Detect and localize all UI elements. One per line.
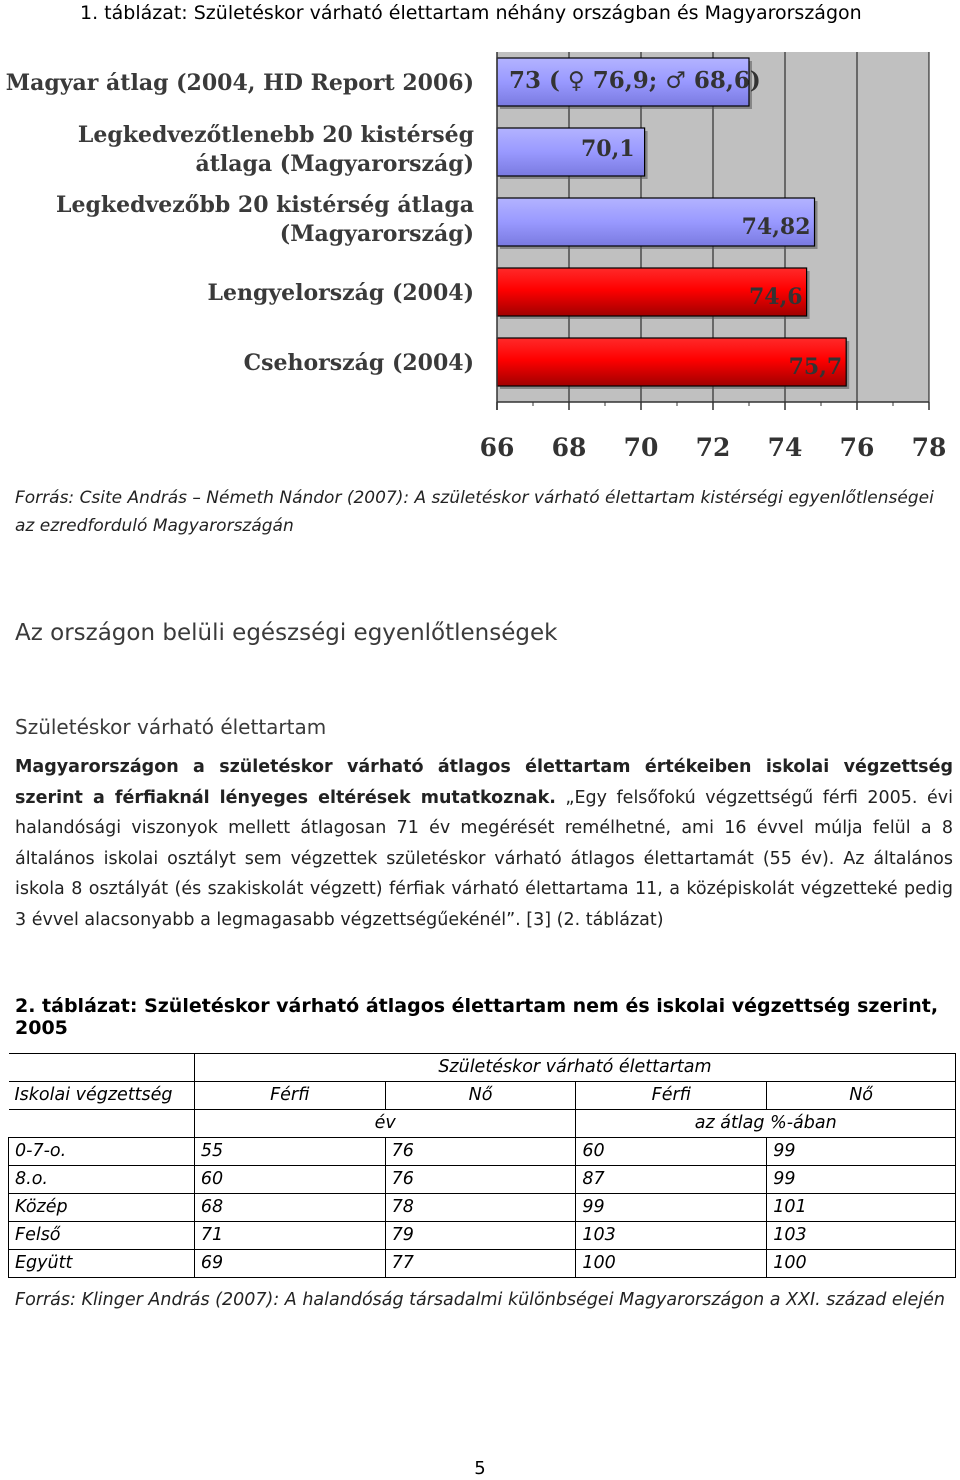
table-cell: 103 — [767, 1222, 956, 1250]
paragraph-bold-lead: Magyarországon a születéskor várható átlagos élettartam értékeiben iskolai végzettség szerint a férfiaknál lényeges eltérések mutatkoznak. — [15, 757, 953, 808]
table-cell: 100 — [767, 1250, 956, 1278]
table-group-header: Születéskor várható élettartam — [194, 1054, 955, 1082]
bar-data-label: 73 ( ♀ 76,9; ♂ 68,6) — [509, 67, 761, 94]
x-tick-label: 66 — [479, 433, 515, 462]
table-cell: 103 — [576, 1222, 767, 1250]
table-cell: 77 — [385, 1250, 576, 1278]
chart-source: Forrás: Csite András – Németh Nándor (2007): A születéskor várható élettartam kistérségi egyenlőtlenségei az ezredforduló Magyarországán — [15, 488, 934, 536]
paragraph-quote: „Egy felsőfokú végzettségű férfi 2005. évi halandósági viszonyok mellett átlagosan 71 év megérését remélhetné, ami 16 évvel múlja felül a 8 általános iskolai osztályt sem végzettek születéskor várható átlagos élettartamát (55 év). Az általános iskola 8 osztályát (és szakiskolát végzett) férfiak várható élettartama 11, a középiskolát végzetteké pedig 3 évvel alacsonyabb a legmagasabb végzettségűekénél”. [3] (2. táblázat) — [15, 787, 953, 930]
table-cell: 99 — [767, 1138, 956, 1166]
table-header-row-3 — [9, 1110, 956, 1138]
table-row-header: Iskolai végzettség — [9, 1082, 195, 1110]
x-tick-label: 72 — [695, 433, 731, 462]
table-cell: 100 — [576, 1250, 767, 1278]
table-cell: 68 — [194, 1194, 385, 1222]
page-number: 5 — [474, 1458, 486, 1479]
table-caption: 2. táblázat: Születéskor várható átlagos élettartam nem és iskolai végzettség szerint, 2005 — [15, 995, 939, 1039]
category-label: Legkedvezőtlenebb 20 kistérség — [77, 122, 474, 148]
table-cell: 55 — [194, 1138, 385, 1166]
table-unit-year: év — [194, 1110, 576, 1138]
x-tick-label: 74 — [767, 433, 803, 462]
table-subheader: Férfi — [194, 1082, 385, 1110]
table-row — [9, 1222, 956, 1250]
table-cell: 76 — [385, 1138, 576, 1166]
table-row — [9, 1194, 956, 1222]
subsection-heading: Születéskor várható élettartam — [15, 715, 327, 739]
table-cell: 76 — [385, 1166, 576, 1194]
chart-caption: 1. táblázat: Születéskor várható élettartam néhány országban és Magyarországon — [80, 2, 862, 24]
table-cell-label: Felső — [9, 1222, 195, 1250]
x-tick-label: 78 — [911, 433, 947, 462]
table-cell: 69 — [194, 1250, 385, 1278]
table-cell-label: Együtt — [9, 1250, 195, 1278]
bar-data-label: 74,82 — [741, 214, 811, 240]
table-cell-label: Közép — [9, 1194, 195, 1222]
category-label: átlaga (Magyarország) — [195, 151, 474, 177]
table-subheader: Férfi — [576, 1082, 767, 1110]
table-corner-cell — [9, 1054, 195, 1082]
table-subheader: Nő — [767, 1082, 956, 1110]
category-label: (Magyarország) — [279, 221, 474, 247]
table-cell: 71 — [194, 1222, 385, 1250]
table-unit-percent: az átlag %-ában — [576, 1110, 956, 1138]
table-cell: 60 — [576, 1138, 767, 1166]
bar-data-label: 70,1 — [581, 136, 635, 162]
table-row — [9, 1250, 956, 1278]
table-cell-label: 0-7-o. — [9, 1138, 195, 1166]
category-label: Csehország (2004) — [243, 350, 474, 376]
table-source: Forrás: Klinger András (2007): A halandóság társadalmi különbségei Magyarországon a XXI. század elején — [15, 1290, 946, 1310]
table-cell: 101 — [767, 1194, 956, 1222]
life-expectancy-bar-chart — [0, 40, 960, 480]
table-cell: 79 — [385, 1222, 576, 1250]
life-expectancy-table — [8, 1053, 956, 1278]
table-header-row-1 — [9, 1054, 956, 1082]
table-cell: 78 — [385, 1194, 576, 1222]
table-empty-cell — [9, 1110, 195, 1138]
bar-data-label: 74,6 — [749, 284, 803, 310]
table-row — [9, 1166, 956, 1194]
table-cell: 99 — [767, 1166, 956, 1194]
category-label: Magyar átlag (2004, HD Report 2006) — [5, 70, 474, 96]
x-tick-label: 68 — [551, 433, 587, 462]
table-cell: 60 — [194, 1166, 385, 1194]
body-paragraph — [15, 752, 953, 935]
table-row — [9, 1138, 956, 1166]
table-cell-label: 8.o. — [9, 1166, 195, 1194]
x-tick-label: 70 — [623, 433, 659, 462]
table-cell: 87 — [576, 1166, 767, 1194]
category-label: Legkedvezőbb 20 kistérség átlaga — [56, 192, 474, 218]
x-tick-label: 76 — [839, 433, 875, 462]
section-heading: Az országon belüli egészségi egyenlőtlenségek — [15, 620, 558, 646]
category-label: Lengyelország (2004) — [207, 280, 474, 306]
table-cell: 99 — [576, 1194, 767, 1222]
table-subheader: Nő — [385, 1082, 576, 1110]
table-header-row-2 — [9, 1082, 956, 1110]
bar-data-label: 75,7 — [788, 354, 843, 380]
